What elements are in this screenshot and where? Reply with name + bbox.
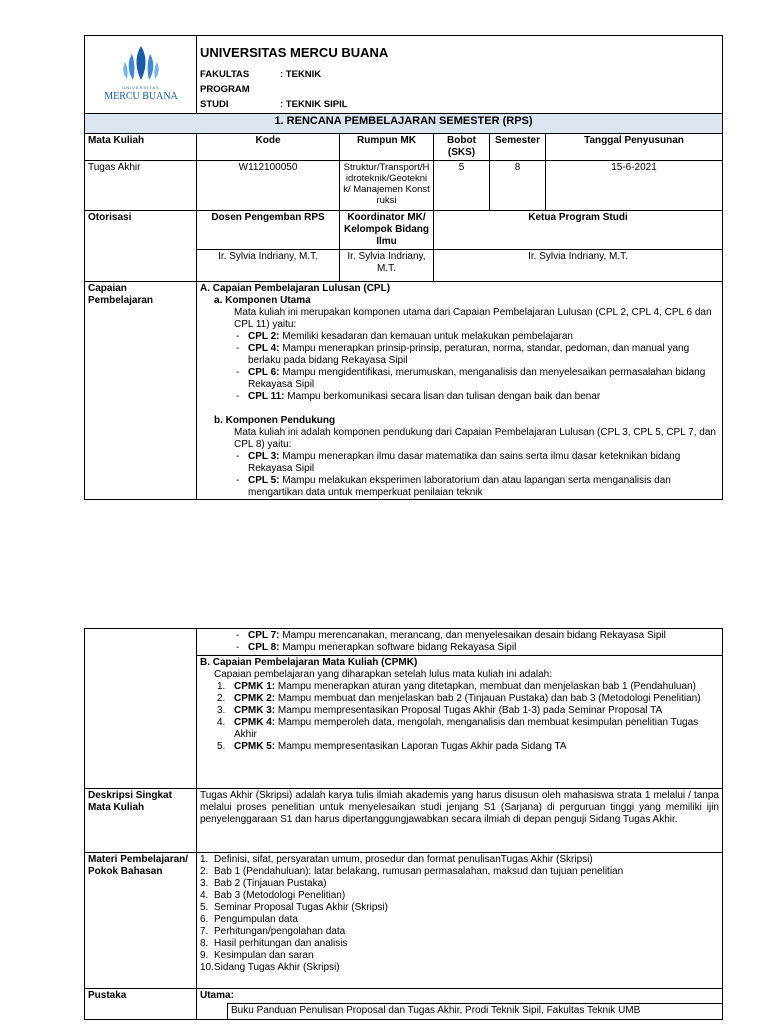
course-date: 15-6-2021 <box>546 161 723 211</box>
logo-text: MERCU BUANA <box>103 90 178 102</box>
materi-label: Materi Pembelajaran/ Pokok Bahasan <box>85 853 197 989</box>
list-item: 3. Bab 2 (Tinjauan Pustaka) <box>200 878 327 889</box>
list-item: 1. CPMK 1: Mampu menerapkan aturan yang ditetapkan, membuat dan menjelaskan bab 1 (Pendahuluan) <box>217 681 696 692</box>
program-value: : TEKNIK SIPIL <box>280 99 348 110</box>
col-header-bobot: Bobot (SKS) <box>434 134 490 161</box>
rps-continuation-table <box>84 628 723 1020</box>
cpmk-intro: Capaian pembelajaran yang diharapkan setelah lulus mata kuliah ini adalah: <box>214 669 553 680</box>
list-item: 3. CPMK 3: Mampu mempresentasikan Proposal Tugas Akhir (Bab 1-3) pada Seminar Proposal TA <box>217 705 663 716</box>
program-label: PROGRAM STUDI <box>200 84 250 110</box>
university-name: UNIVERSITAS MERCU BUANA <box>200 45 389 60</box>
list-item: - CPL 5: Mampu melakukan eksperimen laboratorium dan atau lapangan serta menganalisis dan mengartikan data untuk memperkuat penilaian teknik <box>200 475 719 499</box>
rps-header-table <box>84 35 723 500</box>
col-header-tanggal: Tanggal Penyusunan <box>546 134 723 161</box>
list-item: 10. Sidang Tugas Akhir (Skripsi) <box>200 962 340 973</box>
list-item: - CPL 4: Mampu menerapkan prinsip-prinsip, peraturan, norma, standar, pedoman, dan manual yang berlaku pada bidang Rekayasa Sipil <box>200 343 719 367</box>
otorisasi-kaprodi-header: Ketua Program Studi <box>434 211 723 250</box>
list-item: 8. Hasil perhitungan dan analisis <box>200 938 348 949</box>
list-item: 6. Pengumpulan data <box>200 914 298 925</box>
course-rumpun: Struktur/Transport/Hidroteknik/Geoteknik/ Manajemen Konstruksi <box>340 161 434 211</box>
logo-cell <box>85 36 197 114</box>
list-item: - CPL 3: Mampu menerapkan ilmu dasar matematika dan sains serta ilmu dasar keteknikan bidang Rekayasa Sipil <box>200 451 719 475</box>
otorisasi-dosen-header: Dosen Pengemban RPS <box>197 211 340 250</box>
deskripsi-text: Tugas Akhir (Skripsi) adalah karya tulis ilmiah akademis yang harus disusun oleh mahasiswa strata 1 melalui / tanpa melalui proses penelitian untuk menyelesaikan studi jenjang S1 (Sarjana) di perguruan tinggi yang memiliki ijin penyelenggaraan S1 dan harus dipertanggungjawabkan secara ilmiah di depan penguji Sidang Tugas Akhir. <box>197 789 723 853</box>
list-item: 5. Seminar Proposal Tugas Akhir (Skripsi) <box>200 902 388 913</box>
list-item: 1. Definisi, sifat, persyaratan umum, prosedur dan format penulisanTugas Akhir (Skripsi) <box>200 854 593 865</box>
otorisasi-kaprodi-value: Ir. Sylvia Indriany, M.T. <box>434 250 723 282</box>
list-item: 2. Bab 1 (Pendahuluan): latar belakang, rumusan permasalahan, maksud dan tujuan penelitian <box>200 866 624 877</box>
list-item: - CPL 2: Memiliki kesadaran dan kemauan untuk melakukan pembelajaran <box>200 331 719 343</box>
course-code: W112100050 <box>197 161 340 211</box>
deskripsi-label: Deskripsi Singkat Mata Kuliah <box>85 789 197 853</box>
capaian-label: Capaian Pembelajaran <box>85 282 197 500</box>
mercu-buana-logo-icon <box>95 42 187 104</box>
pustaka-content <box>197 989 723 1020</box>
list-item: 7. Perhitungan/pengolahan data <box>200 926 346 937</box>
pustaka-item: Buku Panduan Penulisan Proposal dan Tugas Akhir, Prodi Teknik Sipil, Fakultas Teknik UMB <box>227 1003 722 1019</box>
list-item: 4. Bab 3 (Metodologi Penelitian) <box>200 890 346 901</box>
pustaka-utama: Utama: <box>200 990 234 1001</box>
pustaka-label: Pustaka <box>85 989 197 1020</box>
cpl-title: A. Capaian Pembelajaran Lulusan (CPL) <box>200 283 391 294</box>
materi-list <box>197 853 723 989</box>
course-bobot: 5 <box>434 161 490 211</box>
otorisasi-koord-header: Koordinator MK/ Kelompok Bidang Ilmu <box>340 211 434 250</box>
list-item: - CPL 8: Mampu menerapkan software bidang Rekayasa Sipil <box>200 642 719 654</box>
rps-page-2 <box>84 628 722 1020</box>
logo-top-text: UNIVERSITAS <box>121 84 160 90</box>
list-item: 2. CPMK 2: Mampu membuat dan menjelaskan bab 2 (Tinjauan Pustaka) dan bab 3 (Metodologi Penelitian) <box>217 693 701 704</box>
list-item: 4. CPMK 4: Mampu memperoleh data, mengolah, menganalisis dan membuat kesimpulan penelitian Tugas Akhir <box>217 717 699 740</box>
komponen-utama-title: a. Komponen Utama <box>214 295 311 306</box>
komponen-pendukung-title: b. Komponen Pendukung <box>214 415 336 426</box>
col-header-semester: Semester <box>490 134 546 161</box>
otorisasi-koord-value: Ir. Sylvia Indriany, M.T. <box>340 250 434 282</box>
cpmk-section <box>197 656 723 789</box>
capaian-content <box>197 282 723 500</box>
list-item: 9. Kesimpulan dan saran <box>200 950 314 961</box>
cpmk-title: B. Capaian Pembelajaran Mata Kuliah (CPMK) <box>200 657 418 668</box>
list-item: - CPL 6: Mampu mengidentifikasi, merumuskan, menganalisis dan menyelesaikan permasalahan bidang Rekayasa Sipil <box>200 367 719 391</box>
faculty-label: FAKULTAS <box>200 69 250 80</box>
otorisasi-label: Otorisasi <box>85 211 197 282</box>
capaian-cont-label <box>85 629 197 789</box>
course-semester: 8 <box>490 161 546 211</box>
col-header-rumpun: Rumpun MK <box>340 134 434 161</box>
course-name: Tugas Akhir <box>85 161 197 211</box>
section-title: 1. RENCANA PEMBELAJARAN SEMESTER (RPS) <box>85 114 723 134</box>
komponen-pendukung-intro: Mata kuliah ini adalah komponen pendukung dari Capaian Pembelajaran Lulusan (CPL 3, CPL 5, CPL 7, dan CPL 8) yaitu: <box>234 427 716 450</box>
list-item: 5. CPMK 5: Mampu mempresentasikan Laporan Tugas Akhir pada Sidang TA <box>217 741 567 752</box>
list-item: - CPL 11: Mampu berkomunikasi secara lisan dan tulisan dengan baik dan benar <box>200 391 719 403</box>
komponen-utama-intro: Mata kuliah ini merupakan komponen utama dari Capaian Pembelajaran Lulusan (CPL 2, CPL 4, CPL 6 dan CPL 11) yaitu: <box>234 307 712 330</box>
col-header-kode: Kode <box>197 134 340 161</box>
cpl-continuation <box>197 629 723 656</box>
rps-page-1 <box>84 35 722 500</box>
col-header-mata-kuliah: Mata Kuliah <box>85 134 197 161</box>
faculty-value: : TEKNIK <box>280 69 322 80</box>
university-info <box>197 36 723 114</box>
list-item: - CPL 7: Mampu merencanakan, merancang, dan menyelesaikan desain bidang Rekayasa Sipil <box>200 630 719 642</box>
otorisasi-dosen-value: Ir. Sylvia Indriany, M.T. <box>197 250 340 282</box>
